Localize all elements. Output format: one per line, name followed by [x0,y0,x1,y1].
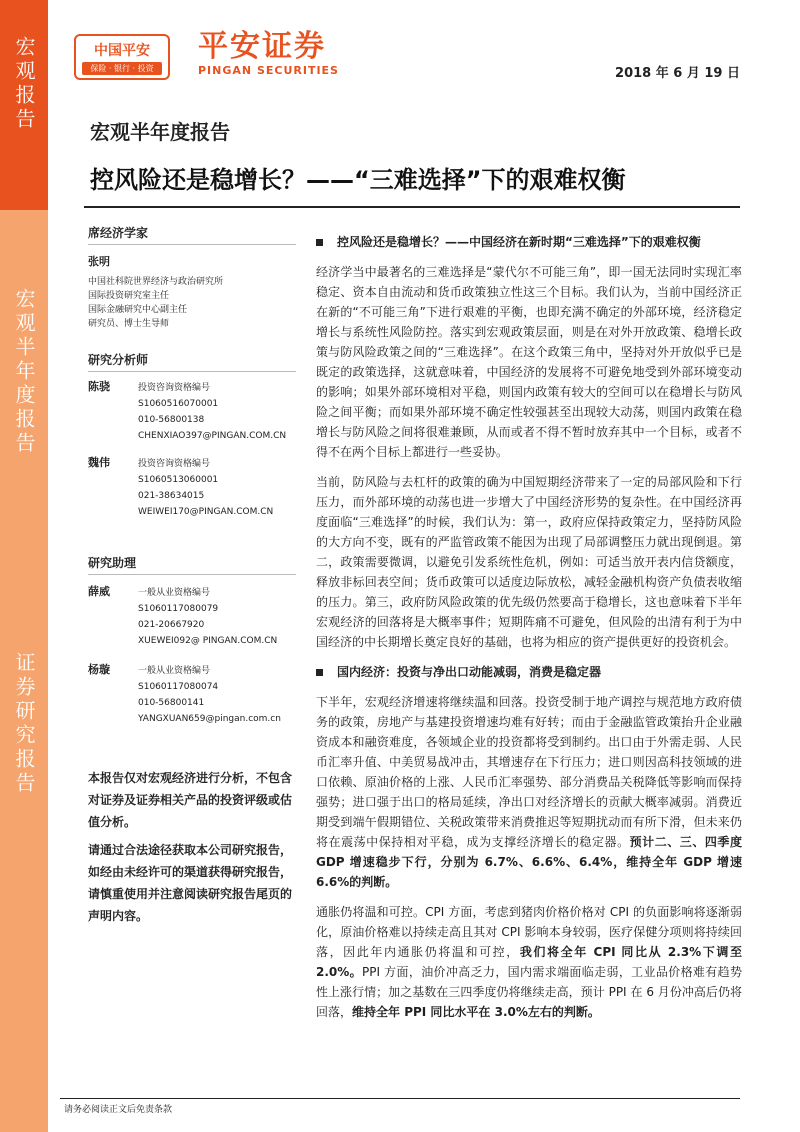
sidebar-bottom [0,630,48,1132]
paragraph-growth-text: 下半年，宏观经济增速将继续温和回落。投资受制于地产调控与规范地方政府债务的政策，房地产与基建投资增速均难有好转；而由于金融监管政策抬升企业融资成本和融资难度，各领域企业的投资都将受到制约。出口由于外需走弱、人民币汇率升值、中美贸易战冲击，其增速存在下行压力；进口则因高科技领域的进口依赖、原油价格的上涨、人民币汇率强势、部分消费品关税降低等影响而保持强势；进口强于出口的格局延续，净出口对经济增长的贡献大概率减弱。消费近期受到端午假期错位、关税政策带来消费推迟等短期扰动而有所下滑，但未来仍将在震荡中保持相对平稳，成为支撑经济增长的稳定器。 [316,695,742,849]
assistant-detail-line: S1060117080079 [138,604,219,614]
heading-risk-vs-growth [316,232,742,252]
bullet-square-icon [316,669,323,676]
analyst-name: 魏伟 [88,456,110,469]
assistant-detail-line: S1060117080074 [138,682,219,692]
paragraph-trilemma: 经济学当中最著名的三难选择是“蒙代尔不可能三角”，即一国无法同时实现汇率稳定、资本自由流动和货币政策独立性这三个目标。我们认为，当前中国经济正在新的“不可能三角”下进行艰难的平衡，也即充满不确定的外部环境，经济稳定增长与系统性风险防控。落实到宏观政策层面，则是在对外开放政策、稳增长政策与防风险政策之间的“三难选择”。在这个政策三角中，坚持对外开放似乎已是既定的政策选择，这就意味着，中国经济的发展将不可避免地受到外部环境变动的影响；如果外部环境相对平稳，则国内政策有较大的空间可以在稳增长与防风险之间平衡；而如果外部环境不确定性较强甚至出现较大动荡，则国内政策在稳增长与防风险之间将很难兼顾，从而或者不得不暂时放弃其中一个目标，或者不得不在两个目标上都进行一些妥协。 [316,265,742,459]
analyst-detail-line: 021-38634015 [138,491,205,501]
footer-divider [60,1098,740,1099]
ping-an-group-logo [74,34,170,80]
chief-economist-titles [88,275,296,331]
ping-an-securities-logo-en: PINGAN SECURITIES [198,64,339,77]
assistant-details [138,663,296,727]
assistant-detail-line: 一般从业资格编号 [138,666,211,676]
paragraph-growth-forecast: 预计二、三、四季度 GDP 增速稳步下行，分别为 6.7%、6.6%、6.4%，维持全年 GDP 增速 6.6%的判断。 [316,835,742,889]
assistant-email[interactable]: XUEWEI092@ PINGAN.COM.CN [138,636,278,646]
section-title: 宏观半年度报告 [90,120,230,144]
paragraph-inflation-ppi-text: PPI 方面，油价冲高乏力，国内需求端面临走弱，工业品价格难有趋势性上涨行情；加之基数在三四季度仍将继续走高，预计 PPI 在 6 月份冲高后仍将回落， [316,965,742,1019]
analyst-details [138,456,296,520]
title-divider [84,206,740,208]
author-column [88,226,296,927]
sidebar-top [0,0,48,210]
analyst-name: 陈骁 [88,380,110,393]
chief-economist-header: 席经济学家 [88,226,296,245]
assistant-detail-line: 021-20667920 [138,620,205,630]
chief-title-line: 国际金融研究中心副主任 [88,305,188,315]
paragraph-inflation-ppi-forecast: 维持全年 PPI 同比水平在 3.0%左右的判断。 [352,1005,600,1019]
main-body [316,232,742,1032]
assistant-entry [88,663,296,727]
assistant-name: 薛威 [88,585,110,598]
analyst-email[interactable]: CHENXIAO397@PINGAN.COM.CN [138,431,287,441]
analyst-details [138,380,296,444]
assistant-header: 研究助理 [88,556,296,575]
analyst-detail-line: S1060513060001 [138,475,219,485]
heading-domestic-economy-text: 国内经济：投资与净出口动能减弱，消费是稳定器 [337,665,602,679]
paragraph-inflation-cpi-forecast: 我们将全年 CPI 同比从 2.3%下调至 2.0%。 [316,945,742,979]
chief-economist-name: 张明 [88,255,110,268]
disclaimer-scope: 本报告仅对宏观经济进行分析，不包含对证券及证券相关产品的投资评级或估值分析。 [88,771,293,829]
disclaimer-usage: 请通过合法途径获取本公司研究报告，如经由未经许可的渠道获得研究报告，请慎重使用并注意阅读研究报告尾页的声明内容。 [88,843,293,923]
paragraph-inflation-text: 通胀仍将温和可控。CPI 方面，考虑到猪肉价格价格对 CPI 的负面影响将逐渐弱化，原油价格难以持续走高且其对 CPI 影响本身较弱，医疗保健分项则将持续回落，因此年内通胀仍将温和可控， [316,905,742,959]
sidebar-bottom-label: 证券研究报告 [12,652,36,796]
paragraph-inflation [316,902,742,1022]
assistant-entry [88,585,296,649]
ping-an-securities-logo [198,30,339,77]
analyst-detail-line: 010-56800138 [138,415,205,425]
analyst-detail-line: 投资咨询资格编号 [138,383,211,393]
analyst-entry [88,380,296,444]
ping-an-securities-logo-cn: 平安证券 [198,29,326,64]
analyst-detail-line: 投资咨询资格编号 [138,459,211,469]
assistant-detail-line: 010-56800141 [138,698,205,708]
ping-an-group-logo-tagline: 保险 · 银行 · 投资 [82,62,162,75]
assistant-detail-line: 一般从业资格编号 [138,588,211,598]
assistant-email[interactable]: YANGXUAN659@pingan.com.cn [138,714,281,724]
report-date: 2018 年 6 月 19 日 [615,66,740,81]
chief-title-line: 国际投资研究室主任 [88,291,170,301]
analyst-entry [88,456,296,520]
sidebar-top-label: 宏观报告 [12,36,36,132]
sidebar-middle-label: 宏观半年度报告 [12,288,36,456]
sidebar-middle [0,210,48,630]
ping-an-group-logo-text: 中国平安 [94,43,150,59]
heading-risk-vs-growth-bold: 控风险还是稳增长 [337,235,434,249]
bullet-square-icon [316,239,323,246]
analyst-email[interactable]: WEIWEI170@PINGAN.COM.CN [138,507,274,517]
assistant-name: 杨璇 [88,663,110,676]
analyst-detail-line: S1060516070001 [138,399,219,409]
footer-note: 请务必阅读正文后免责条款 [64,1105,173,1115]
analyst-header: 研究分析师 [88,353,296,372]
chief-title-line: 研究员、博士生导师 [88,319,170,329]
heading-risk-vs-growth-rest: ？——中国经济在新时期“三难选择”下的艰难权衡 [433,235,701,249]
chief-title-line: 中国社科院世界经济与政治研究所 [88,277,224,287]
heading-domestic-economy [316,662,742,682]
paragraph-policy-view: 当前，防风险与去杠杆的政策的确为中国短期经济带来了一定的局部风险和下行压力，而外部环境的动荡也进一步增大了中国经济形势的复杂性。在中国经济再度面临“三难选择”的时候，我们认为：第一，政府应保持政策定力，坚持防风险的大方向不变，既有的严监管政策不能因为出现了局部调整压力就出现倒退。第二，政策需要微调，以避免引发系统性危机，例如：可适当放开表内信贷额度，释放非标回表空间；货币政策可以适度边际放松，减轻金融机构资产负债表收缩的压力。第三，政府防风险政策的优先级仍然要高于稳增长，这也意味着下半年宏观经济的回落将是大概率事件；短期阵痛不可避免，但风险的出清有利于为中国经济的中长期增长奠定良好的基础，也将为相应的资产提供更好的投资机会。 [316,475,742,649]
main-title: 控风险还是稳增长？——“三难选择”下的艰难权衡 [90,166,626,194]
paragraph-growth [316,692,742,892]
assistant-details [138,585,296,649]
